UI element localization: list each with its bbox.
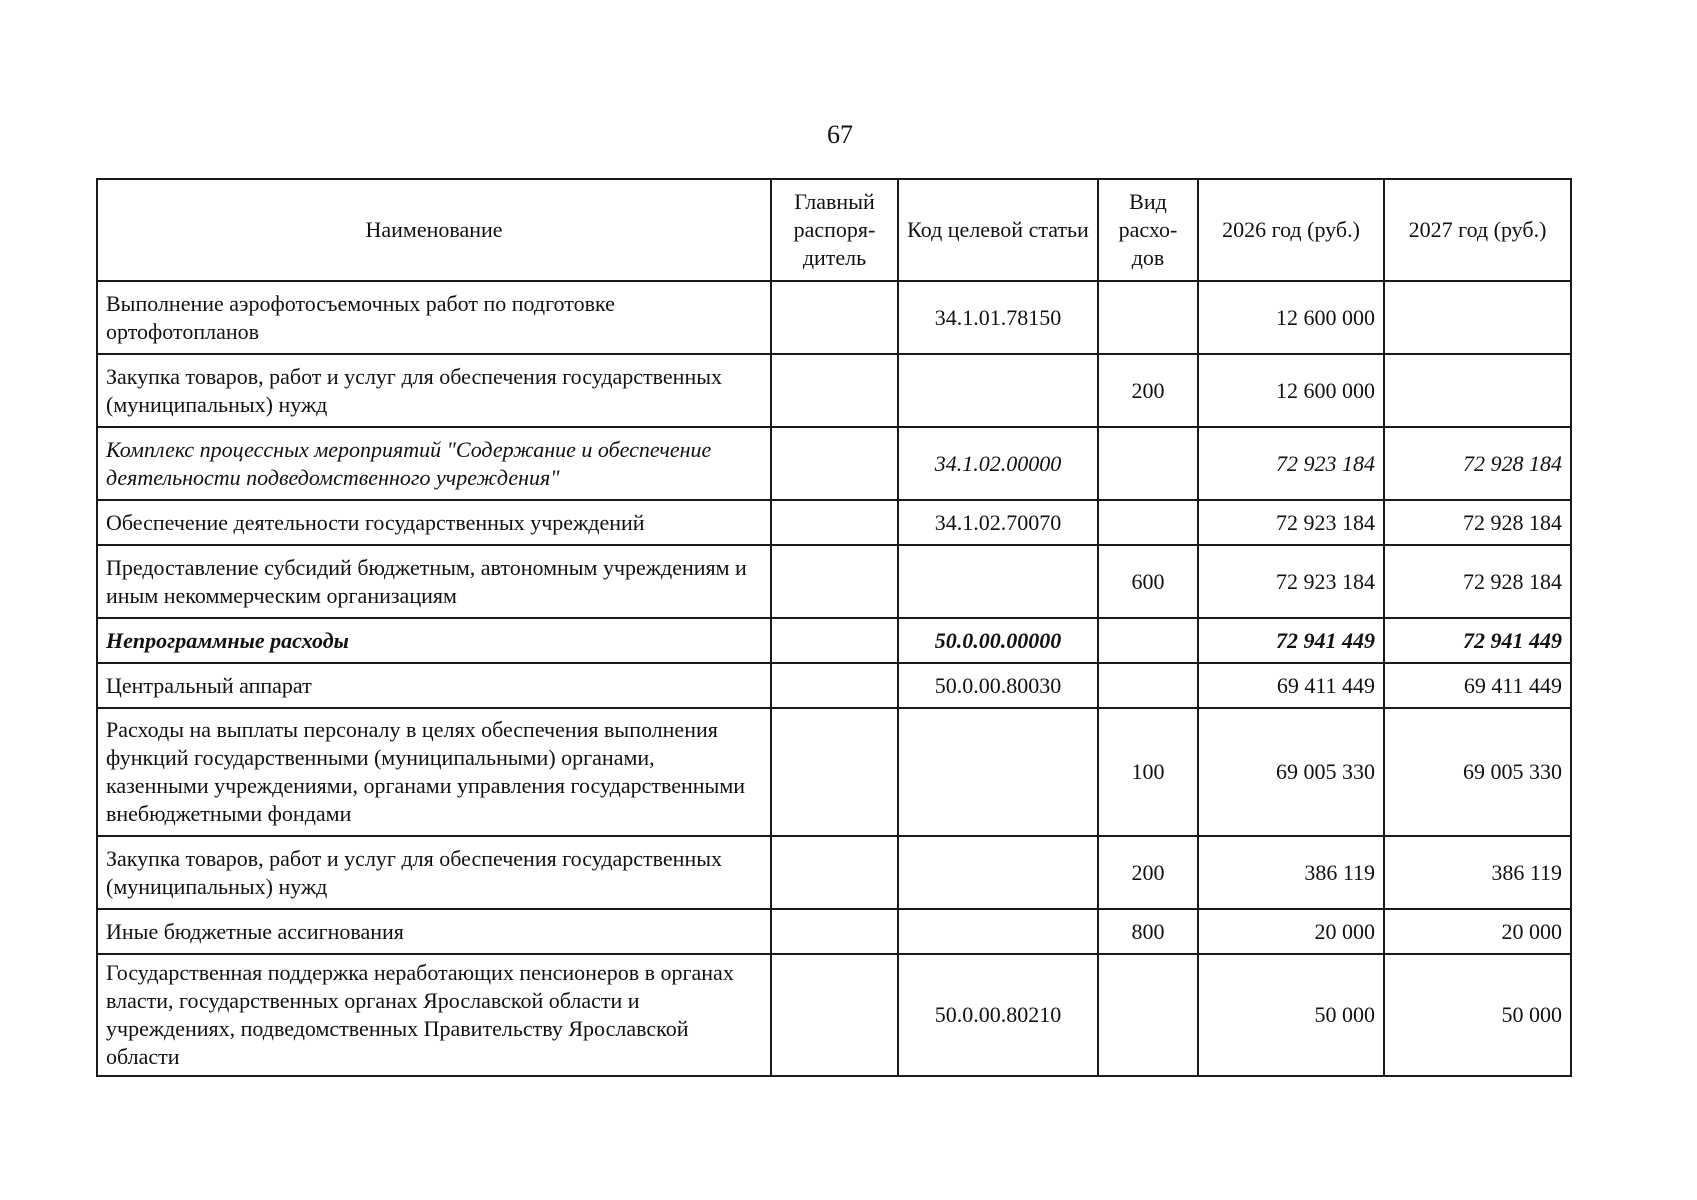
cell-2027	[1384, 354, 1571, 427]
table-row	[97, 281, 1571, 354]
page-number: 67	[827, 120, 853, 149]
cell-code	[898, 545, 1098, 618]
cell-code: 34.1.02.70070	[898, 500, 1098, 545]
cell-expense-type	[1098, 663, 1198, 708]
cell-2027	[1384, 281, 1571, 354]
cell-2026: 50 000	[1198, 954, 1384, 1076]
cell-name: Закупка товаров, работ и услуг для обеспечения государственных (муниципальных) нужд	[97, 354, 771, 427]
cell-code: 50.0.00.00000	[898, 618, 1098, 663]
cell-name: Непрограммные расходы	[97, 618, 771, 663]
table-row	[97, 836, 1571, 909]
cell-code	[898, 909, 1098, 954]
cell-expense-type: 600	[1098, 545, 1198, 618]
cell-2026: 72 941 449	[1198, 618, 1384, 663]
header-expense-type: Вид расхо-дов	[1098, 179, 1198, 281]
cell-2027: 386 119	[1384, 836, 1571, 909]
cell-code	[898, 354, 1098, 427]
cell-code: 50.0.00.80030	[898, 663, 1098, 708]
header-code: Код целевой статьи	[898, 179, 1098, 281]
cell-name: Иные бюджетные ассигнования	[97, 909, 771, 954]
cell-2026: 72 923 184	[1198, 500, 1384, 545]
header-2026: 2026 год (руб.)	[1198, 179, 1384, 281]
cell-manager	[771, 354, 898, 427]
cell-name: Расходы на выплаты персоналу в целях обеспечения выполнения функций государственными (муниципальными) органами, казенными учреждениями, органами управления государственными внебюджетными фондами	[97, 708, 771, 836]
cell-manager	[771, 708, 898, 836]
cell-manager	[771, 545, 898, 618]
table-row	[97, 708, 1571, 836]
cell-2027: 72 928 184	[1384, 545, 1571, 618]
cell-name: Государственная поддержка неработающих пенсионеров в органах власти, государственных органах Ярославской области и учреждениях, подведомственных Правительству Ярославской области	[97, 954, 771, 1076]
cell-expense-type	[1098, 954, 1198, 1076]
cell-expense-type: 200	[1098, 836, 1198, 909]
cell-expense-type: 800	[1098, 909, 1198, 954]
table-body	[97, 281, 1571, 1076]
cell-2026: 20 000	[1198, 909, 1384, 954]
cell-code	[898, 708, 1098, 836]
cell-2027: 72 928 184	[1384, 500, 1571, 545]
cell-manager	[771, 836, 898, 909]
table-header-row	[97, 179, 1571, 281]
cell-2026: 72 923 184	[1198, 545, 1384, 618]
cell-manager	[771, 618, 898, 663]
cell-2027: 50 000	[1384, 954, 1571, 1076]
cell-code	[898, 836, 1098, 909]
cell-expense-type	[1098, 500, 1198, 545]
budget-table	[96, 178, 1572, 1077]
header-manager: Главный распоря-дитель	[771, 179, 898, 281]
cell-code: 34.1.01.78150	[898, 281, 1098, 354]
cell-2027: 69 411 449	[1384, 663, 1571, 708]
cell-expense-type: 200	[1098, 354, 1198, 427]
cell-2026: 12 600 000	[1198, 354, 1384, 427]
table-row	[97, 663, 1571, 708]
cell-name: Предоставление субсидий бюджетным, автономным учреждениям и иным некоммерческим организациям	[97, 545, 771, 618]
cell-2027: 72 941 449	[1384, 618, 1571, 663]
cell-name: Центральный аппарат	[97, 663, 771, 708]
cell-expense-type	[1098, 618, 1198, 663]
table-row	[97, 545, 1571, 618]
cell-2026: 12 600 000	[1198, 281, 1384, 354]
cell-name: Комплекс процессных мероприятий "Содержание и обеспечение деятельности подведомственного учреждения"	[97, 427, 771, 500]
cell-2026: 69 005 330	[1198, 708, 1384, 836]
cell-code: 50.0.00.80210	[898, 954, 1098, 1076]
cell-code: 34.1.02.00000	[898, 427, 1098, 500]
cell-2027: 20 000	[1384, 909, 1571, 954]
table-row	[97, 427, 1571, 500]
cell-manager	[771, 663, 898, 708]
cell-2026: 72 923 184	[1198, 427, 1384, 500]
header-name: Наименование	[97, 179, 771, 281]
cell-manager	[771, 281, 898, 354]
table-row	[97, 618, 1571, 663]
cell-manager	[771, 500, 898, 545]
cell-2026: 386 119	[1198, 836, 1384, 909]
table-row	[97, 354, 1571, 427]
cell-manager	[771, 954, 898, 1076]
table-row	[97, 954, 1571, 1076]
table-row	[97, 909, 1571, 954]
cell-name: Закупка товаров, работ и услуг для обеспечения государственных (муниципальных) нужд	[97, 836, 771, 909]
table-row	[97, 500, 1571, 545]
cell-name: Выполнение аэрофотосъемочных работ по подготовке ортофотопланов	[97, 281, 771, 354]
cell-manager	[771, 427, 898, 500]
cell-2026: 69 411 449	[1198, 663, 1384, 708]
cell-expense-type: 100	[1098, 708, 1198, 836]
cell-name: Обеспечение деятельности государственных учреждений	[97, 500, 771, 545]
cell-2027: 72 928 184	[1384, 427, 1571, 500]
header-2027: 2027 год (руб.)	[1384, 179, 1571, 281]
cell-2027: 69 005 330	[1384, 708, 1571, 836]
cell-manager	[771, 909, 898, 954]
cell-expense-type	[1098, 281, 1198, 354]
cell-expense-type	[1098, 427, 1198, 500]
